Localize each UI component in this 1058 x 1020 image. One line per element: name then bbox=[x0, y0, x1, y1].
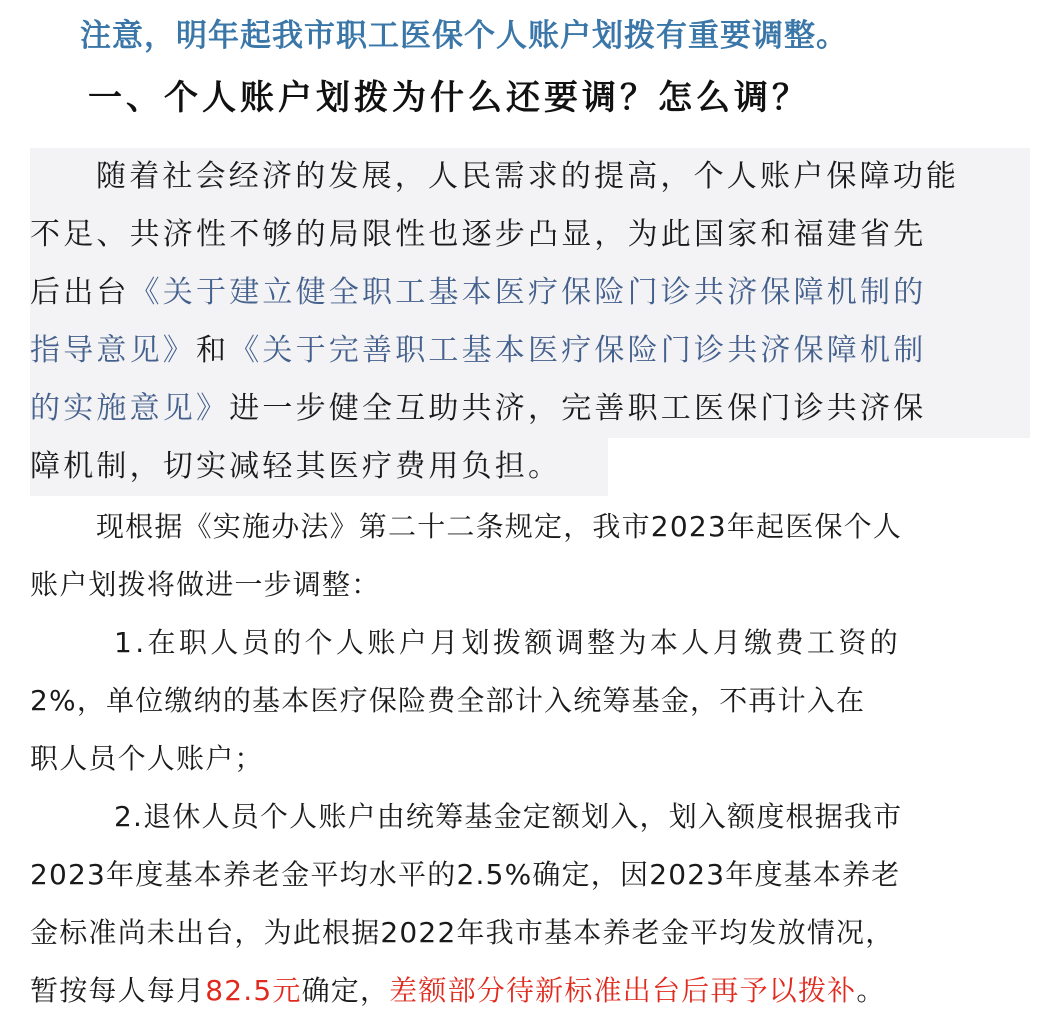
policy-document-link: 的实施意见》 bbox=[30, 391, 230, 426]
policy-document-link: 《关于建立健全职工基本医疗保险门诊共济保障机制的 bbox=[129, 275, 927, 310]
item-2-line bbox=[30, 962, 1030, 1020]
intro-line bbox=[30, 322, 1030, 380]
intro-text: 进一步健全互助共济，完善职工医保门诊共济保 bbox=[229, 391, 927, 426]
policy-document-link: 《关于完善职工基本医疗保险门诊共济保障机制 bbox=[229, 333, 927, 368]
item-2-text: 暂按每人每月 bbox=[30, 974, 206, 1007]
item-2-line: 2023年度基本养老金平均水平的2.5%确定，因2023年度基本养老 bbox=[30, 858, 901, 891]
policy-document-link: 指导意见》 bbox=[30, 333, 196, 368]
regulation-line: 账户划拨将做进一步调整： bbox=[30, 568, 381, 601]
item-1-line: 1.在职人员的个人账户月划拨额调整为本人月缴费工资的 bbox=[114, 626, 902, 659]
intro-text: 后出台 bbox=[30, 275, 130, 310]
intro-line: 不足、共济性不够的局限性也逐步凸显，为此国家和福建省先 bbox=[30, 206, 1030, 264]
item-2-text: 。 bbox=[856, 974, 886, 1007]
intro-line bbox=[30, 264, 1030, 322]
intro-line: 障机制，切实减轻其医疗费用负担。 bbox=[30, 438, 608, 496]
notice-title: 注意，明年起我市职工医保个人账户划拨有重要调整。 bbox=[80, 18, 848, 54]
supplement-note: 差额部分待新标准出台后再予以拨补 bbox=[389, 974, 857, 1007]
item-1-line: 职人员个人账户； bbox=[30, 742, 264, 775]
intro-text: 和 bbox=[196, 333, 230, 368]
section-heading: 一、个人账户划拨为什么还要调？怎么调？ bbox=[88, 78, 810, 118]
item-1-line: 2%，单位缴纳的基本医疗保险费全部计入统筹基金，不再计入在 bbox=[30, 684, 866, 717]
intro-line bbox=[30, 380, 1030, 438]
item-2-line: 金标准尚未出台，为此根据2022年我市基本养老金平均发放情况， bbox=[30, 916, 895, 949]
intro-paragraph bbox=[30, 148, 1030, 496]
regulation-line: 现根据《实施办法》第二十二条规定，我市2023年起医保个人 bbox=[96, 510, 903, 543]
adjustment-section bbox=[30, 498, 1030, 1020]
intro-line: 随着社会经济的发展，人民需求的提高，个人账户保障功能 bbox=[30, 148, 1030, 206]
item-2-line: 2.退休人员个人账户由统筹基金定额划入，划入额度根据我市 bbox=[114, 800, 903, 833]
monthly-amount: 82.5元 bbox=[205, 974, 302, 1007]
item-2-text: 确定， bbox=[301, 974, 390, 1007]
